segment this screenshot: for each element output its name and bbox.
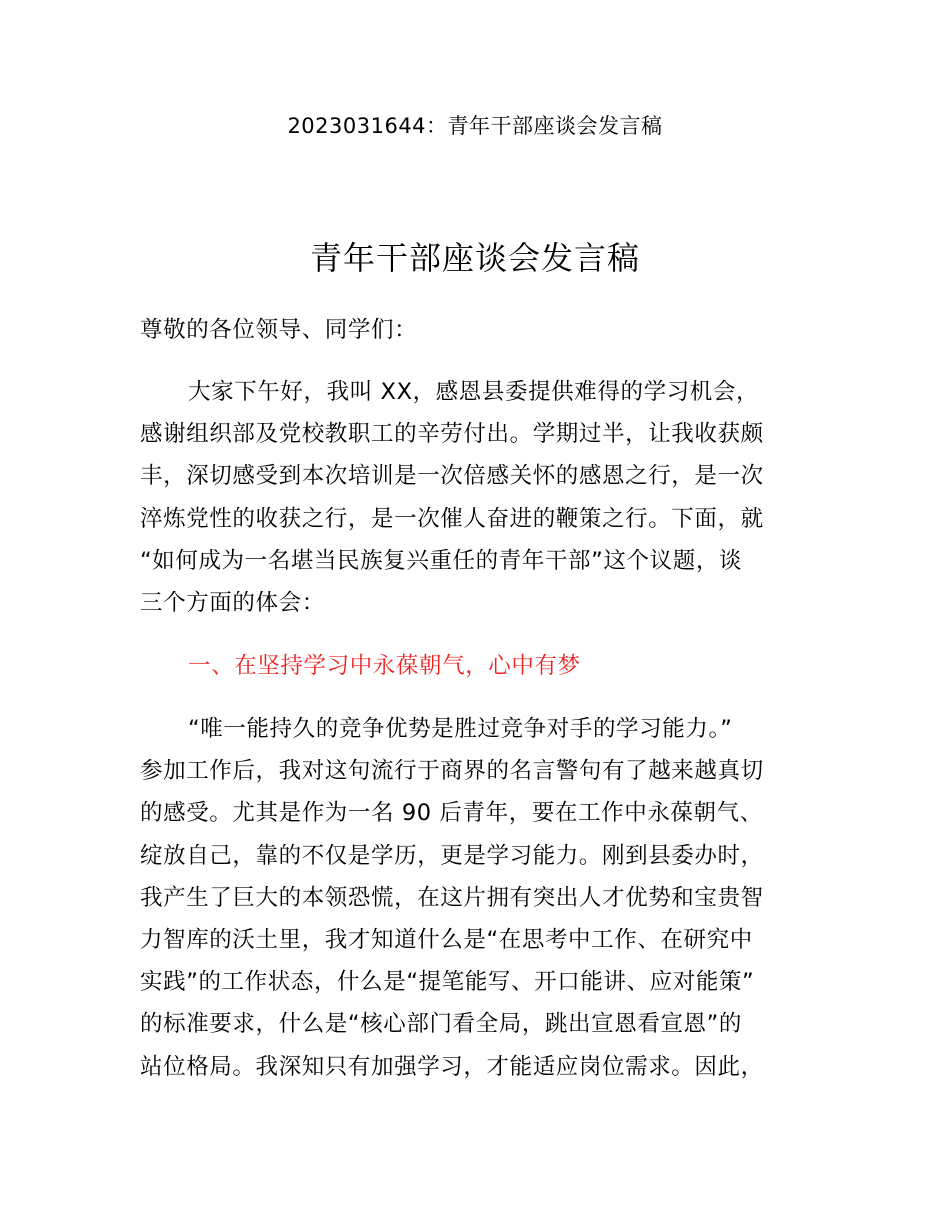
paragraph-line: 力智库的沃土里，我才知道什么是“在思考中工作、在研究中 — [140, 927, 753, 954]
paragraph-line: 参加工作后，我对这句流行于商界的名言警句有了越来越真切 — [140, 758, 764, 785]
paragraph-2 — [140, 708, 812, 1088]
document-header: 2023031644：青年干部座谈会发言稿 — [287, 114, 663, 138]
paragraph-line: 绽放自己，靠的不仅是学历，更是学习能力。刚到县委办时， — [140, 842, 764, 869]
paragraph-line: 站位格局。我深知只有加强学习，才能适应岗位需求。因此， — [140, 1053, 764, 1080]
salutation: 尊敬的各位领导、同学们： — [140, 317, 418, 343]
paragraph-1 — [140, 371, 812, 624]
section-heading-1: 一、在坚持学习中永葆朝气，心中有梦 — [188, 653, 581, 679]
paragraph-line: 淬炼党性的收获之行，是一次催人奋进的鞭策之行。下面，就 — [140, 505, 764, 532]
paragraph-line: 感谢组织部及党校教职工的辛劳付出。学期过半，让我收获颇 — [140, 421, 764, 448]
paragraph-line: 我产生了巨大的本领恐慌，在这片拥有突出人才优势和宝贵智 — [140, 884, 764, 911]
paragraph-line: 的感受。尤其是作为一名 90 后青年，要在工作中永葆朝气、 — [140, 800, 763, 827]
paragraph-line: 的标准要求，什么是“核心部门看全局，跳出宣恩看宣恩”的 — [140, 1011, 743, 1038]
paragraph-line: 实践”的工作状态，什么是“提笔能写、开口能讲、应对能策” — [140, 969, 755, 996]
paragraph-line: “如何成为一名堪当民族复兴重任的青年干部”这个议题，谈 — [140, 547, 743, 574]
paragraph-line: 三个方面的体会： — [140, 590, 325, 617]
paragraph-line: “唯一能持久的竞争优势是胜过竞争对手的学习能力。” — [188, 716, 733, 742]
paragraph-line: 大家下午好，我叫 XX，感恩县委提供难得的学习机会， — [188, 379, 760, 405]
paragraph-line: 丰，深切感受到本次培训是一次倍感关怀的感恩之行，是一次 — [140, 463, 764, 490]
document-title: 青年干部座谈会发言稿 — [309, 239, 640, 277]
